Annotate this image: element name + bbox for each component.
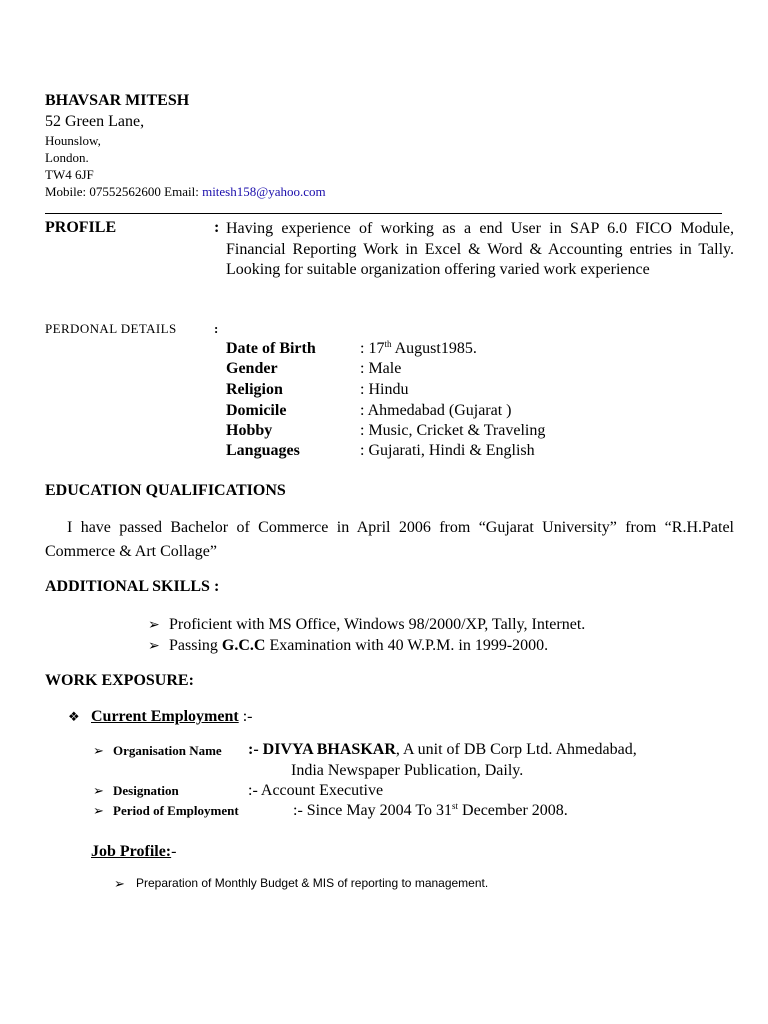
religion-label: Religion bbox=[226, 381, 283, 398]
bullet-arrow-icon: ➢ bbox=[93, 804, 104, 819]
gender-label: Gender bbox=[226, 360, 278, 377]
hobby-label: Hobby bbox=[226, 422, 273, 439]
address-line-3: London. bbox=[45, 150, 89, 165]
bullet-arrow-icon: ➢ bbox=[148, 617, 160, 633]
period-value: :- Since May 2004 To 31st December 2008. bbox=[293, 801, 568, 819]
profile-text: Having experience of working as a end User in SAP 6.0 FICO Module, Financial Reporting Work in Excel & Word & Accounting entries in Tally. Looking for suitable organization offering varied work experience bbox=[226, 220, 734, 278]
designation-value: :- Account Executive bbox=[248, 782, 384, 799]
skills-heading: ADDITIONAL SKILLS : bbox=[45, 578, 220, 595]
dob-value: : 17th August1985. bbox=[360, 339, 477, 357]
job-item-1: Preparation of Monthly Budget & MIS of reporting to management. bbox=[136, 876, 489, 890]
skill-item-2: Passing G.C.C Examination with 40 W.P.M. in 1999-2000. bbox=[169, 637, 549, 654]
personal-colon: : bbox=[214, 321, 219, 336]
organisation-label: Organisation Name bbox=[113, 743, 222, 758]
profile-heading: PROFILE bbox=[45, 219, 117, 236]
bullet-arrow-icon: ➢ bbox=[148, 638, 160, 654]
period-label: Period of Employment bbox=[113, 803, 239, 818]
dob-label: Date of Birth bbox=[226, 340, 316, 357]
job-profile-heading: Job Profile:- bbox=[91, 843, 177, 860]
education-heading: EDUCATION QUALIFICATIONS bbox=[45, 482, 286, 499]
diamond-bullet-icon: ❖ bbox=[68, 710, 80, 725]
email-link[interactable]: mitesh158@yahoo.com bbox=[202, 184, 326, 199]
contact-line bbox=[45, 184, 326, 200]
mobile-label: Mobile: 07552562600 Email: bbox=[45, 184, 199, 199]
current-employment-heading: Current Employment :- bbox=[91, 708, 253, 725]
domicile-value: : Ahmedabad (Gujarat ) bbox=[360, 402, 512, 419]
profile-colon: : bbox=[214, 219, 220, 236]
postcode: TW4 6JF bbox=[45, 167, 94, 182]
work-heading: WORK EXPOSURE: bbox=[45, 672, 194, 689]
languages-value: : Gujarati, Hindi & English bbox=[360, 442, 535, 459]
skill-item-1: Proficient with MS Office, Windows 98/2000/XP, Tally, Internet. bbox=[169, 616, 586, 633]
organisation-value: :- DIVYA BHASKAR, A unit of DB Corp Ltd. Ahmedabad, bbox=[248, 741, 637, 758]
hobby-value: : Music, Cricket & Traveling bbox=[360, 422, 546, 439]
address-line-1: 52 Green Lane, bbox=[45, 113, 145, 130]
designation-label: Designation bbox=[113, 783, 179, 798]
bullet-arrow-icon: ➢ bbox=[93, 744, 104, 759]
organisation-line-2: India Newspaper Publication, Daily. bbox=[291, 762, 524, 779]
religion-value: : Hindu bbox=[360, 381, 409, 398]
personal-heading: PERDONAL DETAILS bbox=[45, 321, 177, 336]
education-text: I have passed Bachelor of Commerce in April 2006 from “Gujarat University” from “R.H.Patel Commerce & Art Collage” bbox=[45, 519, 734, 560]
address-line-2: Hounslow, bbox=[45, 133, 101, 148]
header-divider bbox=[45, 213, 722, 214]
candidate-name: BHAVSAR MITESH bbox=[45, 92, 190, 109]
bullet-arrow-icon: ➢ bbox=[114, 877, 125, 892]
languages-label: Languages bbox=[226, 442, 300, 459]
gender-value: : Male bbox=[360, 360, 402, 377]
domicile-label: Domicile bbox=[226, 402, 287, 419]
bullet-arrow-icon: ➢ bbox=[93, 784, 104, 799]
